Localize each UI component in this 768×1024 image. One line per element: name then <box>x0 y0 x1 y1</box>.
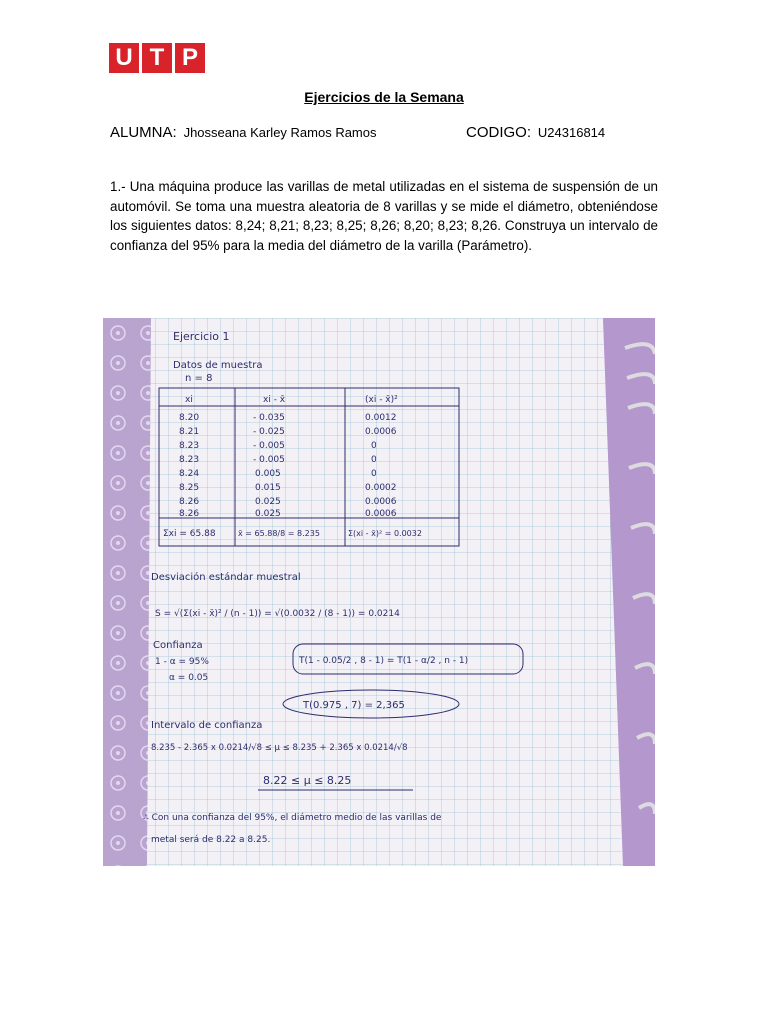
codigo-value: U24316814 <box>537 125 606 140</box>
conclusion-line-2: metal será de 8.22 a 8.25. <box>151 835 271 845</box>
table-total-mean: x̄ = 65.88/8 = 8.235 <box>238 529 320 538</box>
conf-heading: Confianza <box>153 640 203 651</box>
table-row: 8.23 <box>179 441 200 451</box>
table-row: - 0.035 <box>253 413 285 423</box>
table-row: 8.26 <box>179 497 200 507</box>
table-row: 8.24 <box>179 469 200 479</box>
table-row: 0.015 <box>255 483 281 493</box>
floral-margin <box>103 318 155 866</box>
table-row: - 0.005 <box>253 441 285 451</box>
table-row: - 0.025 <box>253 427 285 437</box>
t-value: T(0.975 , 7) = 2,365 <box>303 700 405 711</box>
table-header-dev: xi - x̄ <box>263 395 286 405</box>
table-row: 8.23 <box>179 455 200 465</box>
t-formula: T(1 - 0.05/2 , 8 - 1) = T(1 - α/2 , n - 1) <box>299 656 469 666</box>
table-row: - 0.005 <box>253 455 285 465</box>
logo-letter-t: T <box>142 43 172 73</box>
notebook-photo <box>103 318 655 866</box>
table-row: 0.0012 <box>365 413 397 423</box>
conclusion-line-1: ∴ Con una confianza del 95%, el diámetro medio de las varillas de <box>143 813 442 823</box>
table-row: 8.20 <box>179 413 200 423</box>
table-row: 0.0006 <box>365 427 397 437</box>
alumna-label: ALUMNA: <box>110 124 177 141</box>
datos-label: Datos de muestra <box>173 360 263 371</box>
table-total-sq: Σ(xi - x̄)² = 0.0032 <box>348 529 422 538</box>
logo-letter-p: P <box>175 43 205 73</box>
conf-line-2: α = 0.05 <box>169 673 209 683</box>
codigo-label: CODIGO: <box>466 124 532 141</box>
table-row: 8.26 <box>179 509 200 519</box>
interval-formula: 8.235 - 2.365 x 0.0214/√8 ≤ μ ≤ 8.235 + 2.365 x 0.0214/√8 <box>151 743 408 753</box>
desv-heading: Desviación estándar muestral <box>151 572 301 583</box>
notebook-photo-svg <box>103 318 655 866</box>
conf-line-1: 1 - α = 95% <box>155 657 209 667</box>
table-row: 0.0002 <box>365 483 397 493</box>
table-row: 0.0006 <box>365 497 397 507</box>
sample-size: n = 8 <box>185 373 213 384</box>
table-row: 0.025 <box>255 509 281 519</box>
logo-letter-u: U <box>109 43 139 73</box>
alumna-value: Jhosseana Karley Ramos Ramos <box>183 125 377 140</box>
problem-statement: 1.- Una máquina produce las varillas de metal utilizadas en el sistema de suspensión de un automóvil. Se toma una muestra aleatoria de 8 varillas y se mide el diámetro, obteniéndose los siguientes datos: 8,24; 8,21; 8,23; 8,25; 8,26; 8,20; 8,23; 8,26. Construya un intervalo de confianza del 95% para la media del diámetro de la varilla (Parámetro). <box>110 179 658 253</box>
table-row: 0.025 <box>255 497 281 507</box>
desv-formula: S = √(Σ(xi - x̄)² / (n - 1)) = √(0.0032 / (8 - 1)) = 0.0214 <box>155 609 400 619</box>
table-header-xi: xi <box>185 395 193 405</box>
table-row: 0 <box>371 469 377 479</box>
student-meta <box>110 124 660 141</box>
interval-result: 8.22 ≤ μ ≤ 8.25 <box>263 774 352 787</box>
exercise-heading: Ejercicio 1 <box>173 330 230 343</box>
table-row: 8.25 <box>179 483 200 493</box>
table-row: 8.21 <box>179 427 200 437</box>
table-header-sq: (xi - x̄)² <box>365 395 398 405</box>
codigo-group <box>466 124 605 141</box>
utp-logo <box>109 43 205 73</box>
document-title: Ejercicios de la Semana <box>304 89 464 105</box>
table-total-sum: Σxi = 65.88 <box>163 529 216 539</box>
table-row: 0.005 <box>255 469 281 479</box>
interval-heading: Intervalo de confianza <box>151 720 263 731</box>
table-row: 0 <box>371 441 377 451</box>
table-row: 0.0006 <box>365 509 397 519</box>
table-row: 0 <box>371 455 377 465</box>
